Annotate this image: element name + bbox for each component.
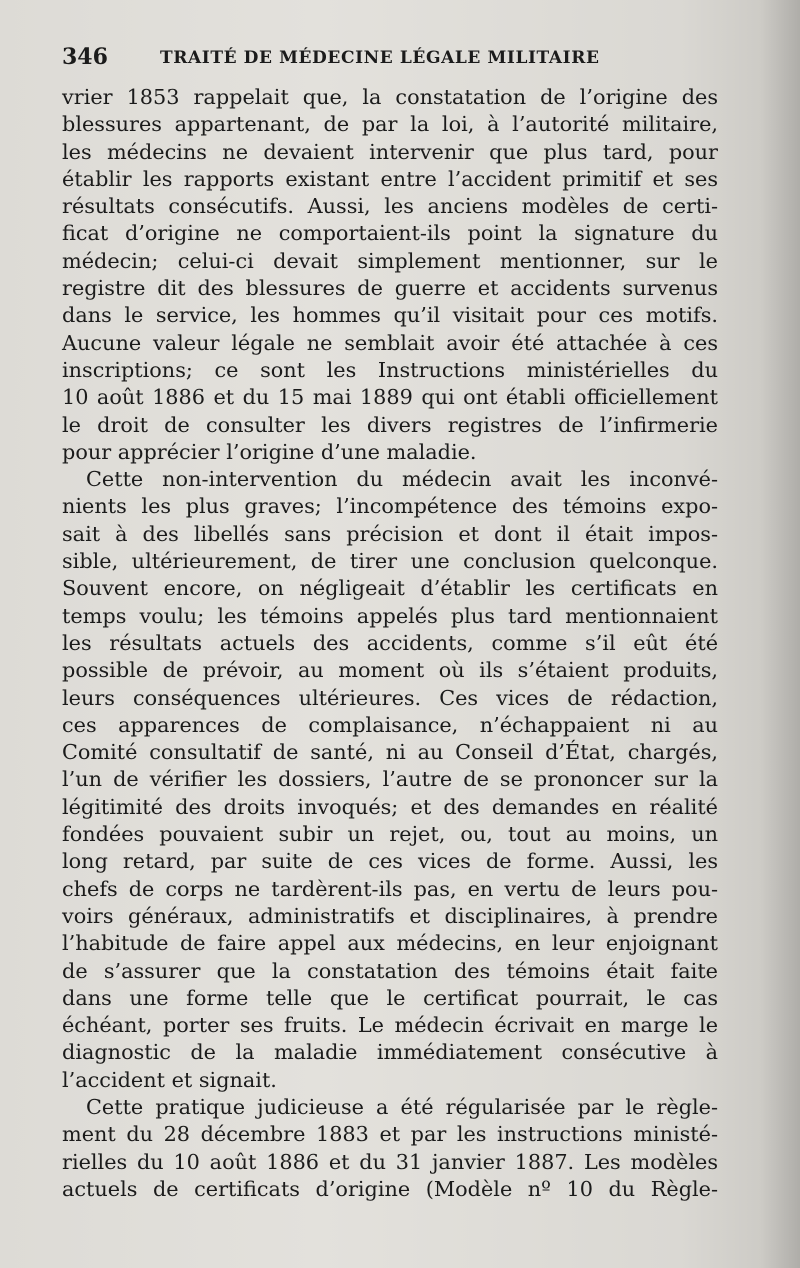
text-line: le droit de consulter les divers registres de l’infirmerie <box>62 412 718 437</box>
text-line: échéant, porter ses fruits. Le médecin écrivait en marge le <box>62 1013 718 1038</box>
text-line: légitimité des droits invoqués; et des demandes en réalité <box>62 794 718 819</box>
text-line: dans le service, les hommes qu’il visitait pour ces motifs. <box>62 303 718 328</box>
text-line: nients les plus graves; l’incompétence des témoins expo- <box>62 494 718 519</box>
text-line: ficat d’origine ne comportaient-ils point la signature du <box>62 221 718 246</box>
text-line: temps voulu; les témoins appelés plus tard mentionnaient <box>62 603 718 628</box>
text-line: de s’assurer que la constatation des témoins était faite <box>62 958 718 983</box>
text-line: Aucune valeur légale ne semblait avoir été attachée à ces <box>62 330 718 355</box>
text-line: ces apparences de complaisance, n’échappaient ni au <box>62 712 718 737</box>
text-line: inscriptions; ce sont les Instructions ministérielles du <box>62 357 718 382</box>
text-line: long retard, par suite de ces vices de forme. Aussi, les <box>62 849 718 874</box>
page-header <box>62 44 742 76</box>
text-line: actuels de certificats d’origine (Modèle nº 10 du Règle- <box>62 1176 718 1201</box>
text-line: sait à des libellés sans précision et dont il était impos- <box>62 521 718 546</box>
text-line: blessures appartenant, de par la loi, à l’autorité militaire, <box>62 112 718 137</box>
body-text <box>62 84 718 1203</box>
text-line: vrier 1853 rappelait que, la constatation de l’origine des <box>62 85 718 109</box>
text-line: voirs généraux, administratifs et disciplinaires, à prendre <box>62 903 718 928</box>
text-line: l’accident et signait. <box>62 1067 277 1092</box>
text-line: résultats consécutifs. Aussi, les anciens modèles de certi- <box>62 194 718 219</box>
text-line: registre dit des blessures de guerre et accidents survenus <box>62 276 718 301</box>
text-line: leurs conséquences ultérieures. Ces vices de rédaction, <box>62 685 718 710</box>
page-number: 346 <box>62 44 108 70</box>
text-line: Comité consultatif de santé, ni au Conseil d’État, chargés, <box>62 740 718 765</box>
text-line: diagnostic de la maladie immédiatement consécutive à <box>62 1040 718 1065</box>
text-line: dans une forme telle que le certificat pourrait, le cas <box>62 985 718 1010</box>
text-line: 10 août 1886 et du 15 mai 1889 qui ont établi officiellement <box>62 385 718 410</box>
text-line: Cette pratique judicieuse a été régularisée par le règle- <box>86 1094 718 1119</box>
text-line: l’habitude de faire appel aux médecins, en leur enjoignant <box>62 931 718 956</box>
text-line: l’un de vérifier les dossiers, l’autre de se prononcer sur la <box>62 767 718 792</box>
text-line: chefs de corps ne tardèrent-ils pas, en vertu de leurs pou- <box>62 876 718 901</box>
text-line: sible, ultérieurement, de tirer une conclusion quelconque. <box>62 549 718 574</box>
text-line: rielles du 10 août 1886 et du 31 janvier 1887. Les modèles <box>62 1149 718 1174</box>
text-line: ment du 28 décembre 1883 et par les instructions ministé- <box>62 1122 718 1147</box>
page-edge-shadow <box>760 0 800 1268</box>
text-line: les résultats actuels des accidents, comme s’il eût été <box>62 630 718 655</box>
text-line: Cette non-intervention du médecin avait les inconvé- <box>86 467 718 492</box>
running-title: TRAITÉ DE MÉDECINE LÉGALE MILITAIRE <box>160 48 600 68</box>
text-line: médecin; celui-ci devait simplement mentionner, sur le <box>62 248 718 273</box>
text-line: les médecins ne devaient intervenir que plus tard, pour <box>62 139 718 164</box>
text-line: Souvent encore, on négligeait d’établir les certificats en <box>62 576 718 601</box>
text-line: fondées pouvaient subir un rejet, ou, tout au moins, un <box>62 822 718 847</box>
text-line: établir les rapports existant entre l’accident primitif et ses <box>62 166 718 191</box>
text-line: possible de prévoir, au moment où ils s’étaient produits, <box>62 658 718 683</box>
text-line: pour apprécier l’origine d’une maladie. <box>62 439 477 464</box>
